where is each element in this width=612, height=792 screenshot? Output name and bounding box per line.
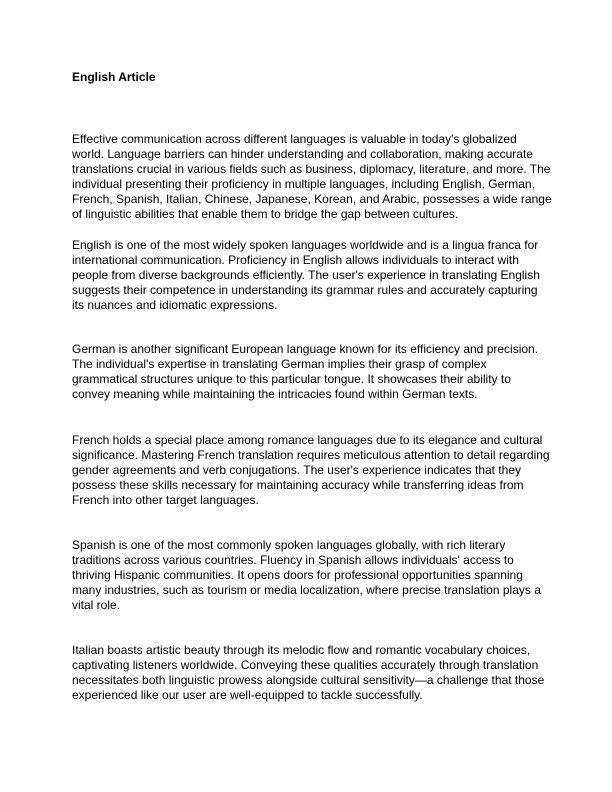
paragraph-english: English is one of the most widely spoken languages worldwide and is a lingua franca for international communication. Proficiency in English allows individuals to interact with people from diverse backgrounds efficiently. The user's experience in translating English suggests their competence in understanding its grammar rules and accurately capturing its nuances and idiomatic expressions. [72,238,540,312]
paragraph-intro: Effective communication across different languages is valuable in today's globalized world. Language barriers can hinder understanding and collaboration, making accurate translations crucial in various fields such as business, diplomacy, literature, and more. The individual presenting their proficiency in multiple languages, including English, German, French, Spanish, Italian, Chinese, Japanese, Korean, and Arabic, possesses a wide range of linguistic abilities that enable them to bridge the gap between cultures. [72,132,552,221]
paragraph-spanish: Spanish is one of the most commonly spoken languages globally, with rich literary traditions across various countries. Fluency in Spanish allows individuals' access to thriving Hispanic communities. It opens doors for professional opportunities spanning many industries, such as tourism or media localization, where precise translation plays a vital role. [72,538,541,612]
paragraph-german: German is another significant European language known for its efficiency and precision. The individual's expertise in translating German implies their grasp of complex grammatical structures unique to this particular tongue. It showcases their ability to convey meaning while maintaining the intricacies found within German texts. [72,342,539,401]
paragraph-french: French holds a special place among romance languages due to its elegance and cultural significance. Mastering French translation requires meticulous attention to detail regarding gender agreements and verb conjugations. The user's experience indicates that they possess these skills necessary for maintaining accuracy while transferring ideas from French into other target languages. [72,433,550,507]
article-title: English Article [72,70,156,84]
paragraph-italian: Italian boasts artistic beauty through its melodic flow and romantic vocabulary choices, captivating listeners worldwide. Conveying these qualities accurately through translation necessitates both linguistic prowess alongside cultural sensitivity—a challenge that those experienced like our user are well-equipped to tackle successfully. [72,643,545,702]
